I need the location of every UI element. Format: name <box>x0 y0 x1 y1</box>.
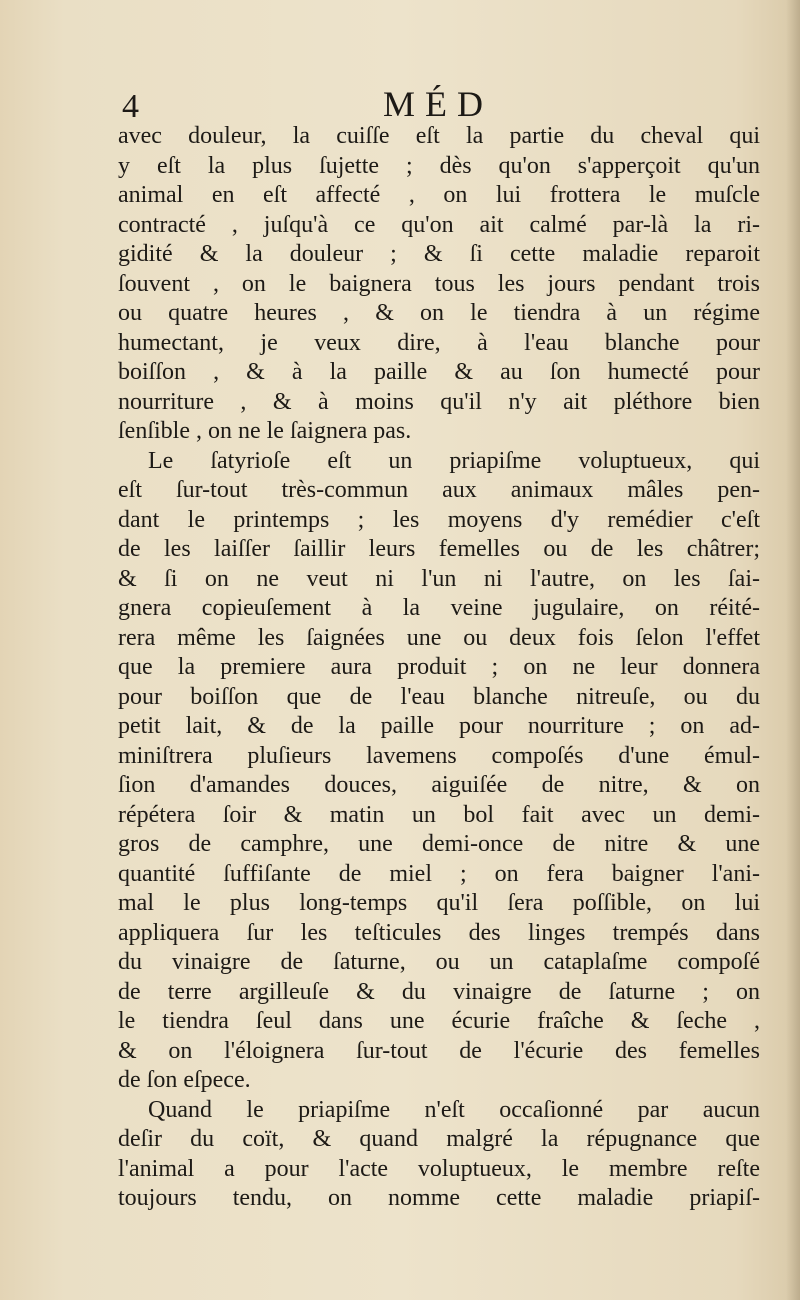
text-line: ou quatre heures , & on le tiendra à un régime <box>118 300 760 326</box>
text-line: de terre argilleuſe & du vinaigre de ſaturne ; on <box>118 978 760 1005</box>
text-line: nourriture , & à moins qu'il n'y ait pléthore bien <box>118 388 760 415</box>
text-line: humectant, je veux dire, à l'eau blanche pour <box>118 329 760 356</box>
text-line: gros de camphre, une demi-once de nitre & une <box>118 831 760 857</box>
text-line: ſion d'amandes douces, aiguiſée de nitre, & on <box>118 772 760 798</box>
text-line: de les laiſſer ſaillir leurs femelles ou de les châtrer; <box>118 536 760 562</box>
text-line: Le ſatyrioſe eſt un priapiſme voluptueux, qui <box>148 447 760 474</box>
text-line: ſenſible , on ne le ſaignera pas. <box>118 418 412 444</box>
text-line: avec douleur, la cuiſſe eſt la partie du cheval qui <box>118 123 760 149</box>
text-line: contracté , juſqu'à ce qu'on ait calmé par-là la ri- <box>118 211 760 238</box>
text-line: y eſt la plus ſujette ; dès qu'on s'apperçoit qu'un <box>118 152 760 179</box>
text-line: & ſi on ne veut ni l'un ni l'autre, on les ſai- <box>118 565 760 592</box>
paragraph <box>118 122 760 447</box>
text-line: que la premiere aura produit ; on ne leur donnera <box>118 654 760 680</box>
text-line: le tiendra ſeul dans une écurie fraîche & ſeche , <box>118 1008 760 1034</box>
text-line: l'animal a pour l'acte voluptueux, le membre reſte <box>118 1155 760 1182</box>
text-line: appliquera ſur les teſticules des linges trempés dans <box>118 919 760 946</box>
text-line: répétera ſoir & matin un bol fait avec un demi- <box>118 801 760 828</box>
page-number: 4 <box>122 88 139 125</box>
text-line: boiſſon , & à la paille & au ſon humecté pour <box>118 359 760 385</box>
text-line: & on l'éloignera ſur-tout de l'écurie des femelles <box>118 1037 760 1064</box>
text-line: dant le printemps ; les moyens d'y remédier c'eſt <box>118 506 760 533</box>
paragraph <box>118 447 760 1096</box>
text-line: eſt ſur-tout très-commun aux animaux mâles pen- <box>118 477 760 503</box>
text-line: ſouvent , on le baignera tous les jours pendant trois <box>118 270 760 297</box>
running-head: MÉD <box>383 84 493 124</box>
text-line: petit lait, & de la paille pour nourriture ; on ad- <box>118 713 760 739</box>
text-line: gnera copieuſement à la veine jugulaire, on réité- <box>118 595 760 621</box>
text-line: de ſon eſpece. <box>118 1067 251 1093</box>
text-line: Quand le priapiſme n'eſt occaſionné par aucun <box>148 1096 760 1123</box>
text-line: quantité ſuffiſante de miel ; on fera baigner l'ani- <box>118 860 760 887</box>
paragraph <box>118 1096 760 1214</box>
text-line: mal le plus long-temps qu'il ſera poſſible, on lui <box>118 890 760 916</box>
page-edge-shadow <box>786 0 800 1300</box>
text-line: animal en eſt affecté , on lui frottera le muſcle <box>118 182 760 208</box>
text-line: gidité & la douleur ; & ſi cette maladie reparoit <box>118 241 760 267</box>
text-line: toujours tendu, on nomme cette maladie priapiſ- <box>118 1185 760 1211</box>
text-line: rera même les ſaignées une ou deux fois ſelon l'effet <box>118 624 760 651</box>
text-line: miniſtrera pluſieurs lavemens compoſés d'une émul- <box>118 742 760 769</box>
body-text <box>118 122 760 1214</box>
text-line: du vinaigre de ſaturne, ou un cataplaſme compoſé <box>118 949 760 975</box>
text-line: deſir du coït, & quand malgré la répugnance que <box>118 1126 760 1152</box>
text-line: pour boiſſon que de l'eau blanche nitreuſe, ou du <box>118 683 760 710</box>
